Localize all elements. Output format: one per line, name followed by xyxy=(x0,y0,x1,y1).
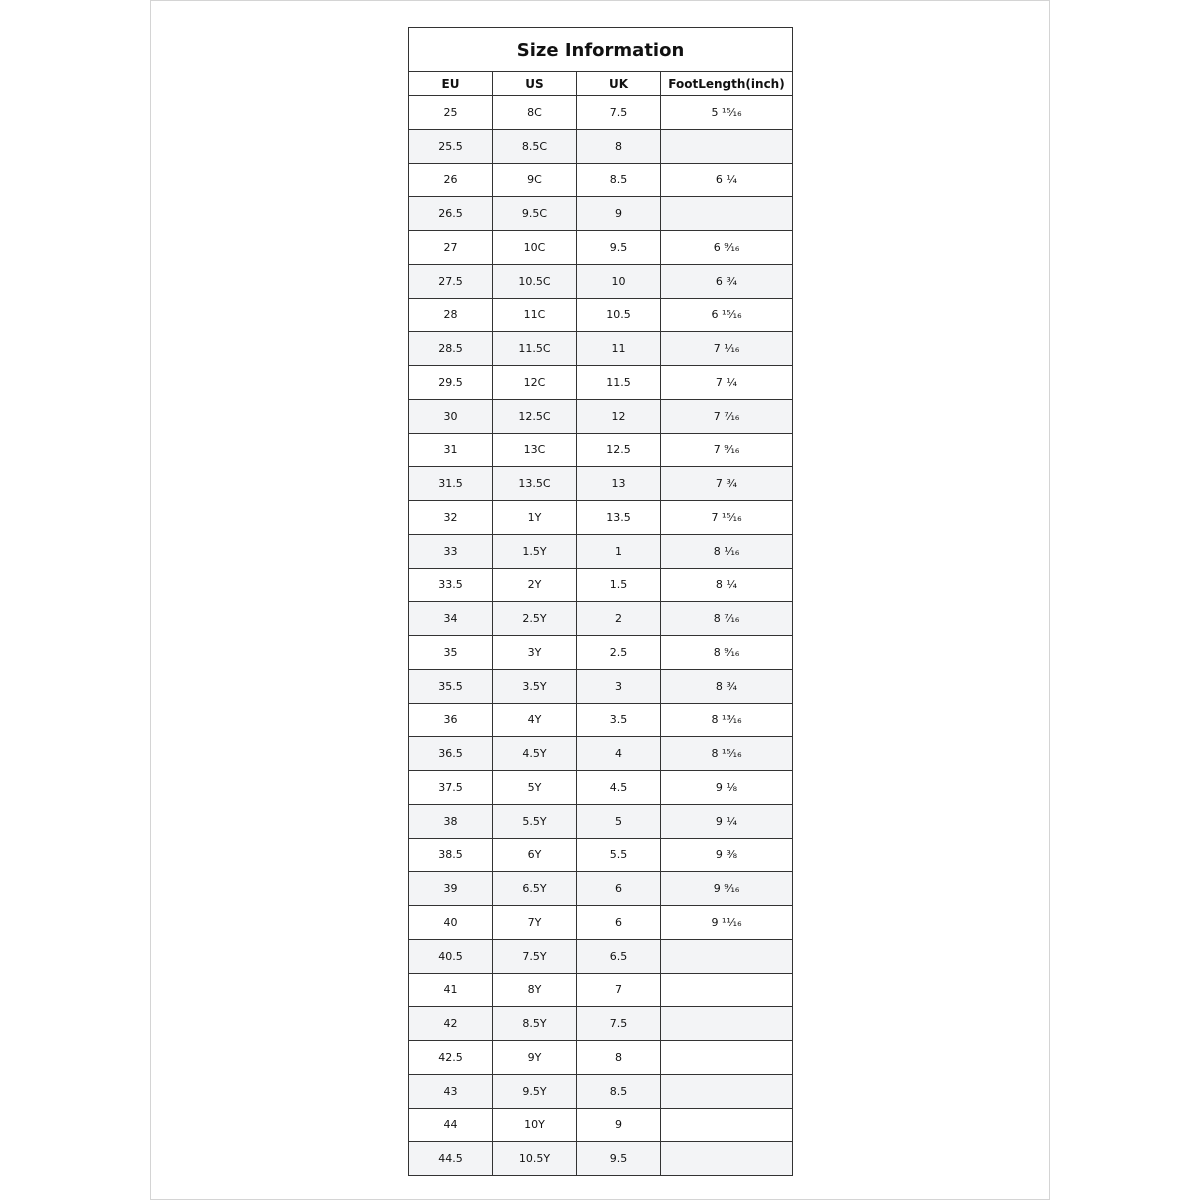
cell-us: 3.5Y xyxy=(493,669,577,703)
cell-foot-length: 7 ¼ xyxy=(661,366,793,400)
cell-uk: 9.5 xyxy=(577,1142,661,1176)
column-header-uk: UK xyxy=(577,72,661,96)
table-row xyxy=(409,399,793,433)
cell-eu: 28.5 xyxy=(409,332,493,366)
table-row xyxy=(409,1108,793,1142)
cell-uk: 7.5 xyxy=(577,96,661,130)
cell-us: 2Y xyxy=(493,568,577,602)
cell-eu: 25.5 xyxy=(409,129,493,163)
cell-us: 10.5C xyxy=(493,264,577,298)
table-row xyxy=(409,1007,793,1041)
cell-eu: 27.5 xyxy=(409,264,493,298)
cell-us: 8Y xyxy=(493,973,577,1007)
cell-uk: 12.5 xyxy=(577,433,661,467)
cell-uk: 13 xyxy=(577,467,661,501)
cell-uk: 8.5 xyxy=(577,1074,661,1108)
cell-uk: 5 xyxy=(577,804,661,838)
cell-uk: 6 xyxy=(577,906,661,940)
cell-foot-length: 9 ⅛ xyxy=(661,771,793,805)
cell-foot-length: 9 ⁹⁄₁₆ xyxy=(661,872,793,906)
table-row xyxy=(409,433,793,467)
table-row xyxy=(409,501,793,535)
cell-us: 10Y xyxy=(493,1108,577,1142)
cell-us: 7.5Y xyxy=(493,939,577,973)
cell-eu: 43 xyxy=(409,1074,493,1108)
cell-uk: 6.5 xyxy=(577,939,661,973)
cell-eu: 36.5 xyxy=(409,737,493,771)
cell-uk: 9 xyxy=(577,197,661,231)
column-header-foot-length: FootLength(inch) xyxy=(661,72,793,96)
cell-foot-length: 7 ¹⁄₁₆ xyxy=(661,332,793,366)
cell-uk: 11 xyxy=(577,332,661,366)
cell-uk: 9.5 xyxy=(577,231,661,265)
cell-us: 4Y xyxy=(493,703,577,737)
cell-foot-length: 6 ¾ xyxy=(661,264,793,298)
cell-us: 11.5C xyxy=(493,332,577,366)
table-row xyxy=(409,163,793,197)
cell-us: 3Y xyxy=(493,636,577,670)
table-row xyxy=(409,96,793,130)
cell-eu: 38.5 xyxy=(409,838,493,872)
cell-us: 7Y xyxy=(493,906,577,940)
header-row xyxy=(409,72,793,96)
table-body xyxy=(409,96,793,1176)
cell-eu: 35.5 xyxy=(409,669,493,703)
cell-us: 13C xyxy=(493,433,577,467)
cell-us: 5Y xyxy=(493,771,577,805)
cell-foot-length: 6 ¹⁵⁄₁₆ xyxy=(661,298,793,332)
cell-uk: 4.5 xyxy=(577,771,661,805)
table-row xyxy=(409,737,793,771)
cell-foot-length: 8 ⁹⁄₁₆ xyxy=(661,636,793,670)
cell-eu: 31.5 xyxy=(409,467,493,501)
cell-uk: 1.5 xyxy=(577,568,661,602)
table-title: Size Information xyxy=(409,28,793,72)
table-row xyxy=(409,636,793,670)
cell-us: 5.5Y xyxy=(493,804,577,838)
table-row xyxy=(409,129,793,163)
size-table xyxy=(408,27,793,1176)
cell-uk: 8.5 xyxy=(577,163,661,197)
cell-us: 1.5Y xyxy=(493,534,577,568)
cell-uk: 7 xyxy=(577,973,661,1007)
cell-eu: 40 xyxy=(409,906,493,940)
cell-uk: 8 xyxy=(577,1041,661,1075)
cell-foot-length: 9 ¼ xyxy=(661,804,793,838)
cell-foot-length: 8 ¹⁵⁄₁₆ xyxy=(661,737,793,771)
cell-eu: 44.5 xyxy=(409,1142,493,1176)
cell-us: 6.5Y xyxy=(493,872,577,906)
cell-foot-length: 7 ⁷⁄₁₆ xyxy=(661,399,793,433)
cell-us: 8.5C xyxy=(493,129,577,163)
cell-foot-length xyxy=(661,939,793,973)
cell-eu: 35 xyxy=(409,636,493,670)
cell-eu: 33.5 xyxy=(409,568,493,602)
table-row xyxy=(409,1074,793,1108)
cell-eu: 37.5 xyxy=(409,771,493,805)
cell-uk: 5.5 xyxy=(577,838,661,872)
table-row xyxy=(409,332,793,366)
table-row xyxy=(409,939,793,973)
table-row xyxy=(409,838,793,872)
cell-us: 1Y xyxy=(493,501,577,535)
cell-us: 9.5C xyxy=(493,197,577,231)
cell-eu: 29.5 xyxy=(409,366,493,400)
cell-uk: 6 xyxy=(577,872,661,906)
cell-foot-length: 7 ¾ xyxy=(661,467,793,501)
table-row xyxy=(409,534,793,568)
cell-foot-length: 8 ⁷⁄₁₆ xyxy=(661,602,793,636)
cell-us: 11C xyxy=(493,298,577,332)
cell-uk: 9 xyxy=(577,1108,661,1142)
column-header-us: US xyxy=(493,72,577,96)
cell-eu: 40.5 xyxy=(409,939,493,973)
cell-uk: 2.5 xyxy=(577,636,661,670)
cell-eu: 26.5 xyxy=(409,197,493,231)
table-row xyxy=(409,1142,793,1176)
cell-eu: 36 xyxy=(409,703,493,737)
table-row xyxy=(409,467,793,501)
cell-foot-length xyxy=(661,129,793,163)
table-row xyxy=(409,872,793,906)
cell-eu: 41 xyxy=(409,973,493,1007)
cell-us: 8C xyxy=(493,96,577,130)
cell-foot-length: 6 ¼ xyxy=(661,163,793,197)
cell-us: 13.5C xyxy=(493,467,577,501)
table-row xyxy=(409,804,793,838)
cell-eu: 42 xyxy=(409,1007,493,1041)
cell-uk: 3.5 xyxy=(577,703,661,737)
cell-foot-length: 7 ⁹⁄₁₆ xyxy=(661,433,793,467)
cell-eu: 33 xyxy=(409,534,493,568)
table-row xyxy=(409,197,793,231)
cell-uk: 11.5 xyxy=(577,366,661,400)
column-header-eu: EU xyxy=(409,72,493,96)
cell-us: 10.5Y xyxy=(493,1142,577,1176)
cell-foot-length: 8 ¹⁄₁₆ xyxy=(661,534,793,568)
cell-uk: 10 xyxy=(577,264,661,298)
table-row xyxy=(409,264,793,298)
cell-foot-length: 5 ¹⁵⁄₁₆ xyxy=(661,96,793,130)
cell-us: 8.5Y xyxy=(493,1007,577,1041)
cell-us: 12.5C xyxy=(493,399,577,433)
cell-foot-length: 7 ¹⁵⁄₁₆ xyxy=(661,501,793,535)
cell-uk: 12 xyxy=(577,399,661,433)
cell-foot-length xyxy=(661,973,793,1007)
table-row xyxy=(409,771,793,805)
cell-uk: 13.5 xyxy=(577,501,661,535)
cell-us: 9Y xyxy=(493,1041,577,1075)
cell-foot-length: 9 ⅜ xyxy=(661,838,793,872)
cell-uk: 8 xyxy=(577,129,661,163)
table-row xyxy=(409,602,793,636)
cell-us: 10C xyxy=(493,231,577,265)
cell-foot-length: 9 ¹¹⁄₁₆ xyxy=(661,906,793,940)
cell-eu: 30 xyxy=(409,399,493,433)
cell-uk: 3 xyxy=(577,669,661,703)
cell-eu: 38 xyxy=(409,804,493,838)
cell-foot-length: 8 ¾ xyxy=(661,669,793,703)
cell-uk: 4 xyxy=(577,737,661,771)
cell-foot-length xyxy=(661,1007,793,1041)
cell-eu: 25 xyxy=(409,96,493,130)
cell-foot-length xyxy=(661,1041,793,1075)
table-row xyxy=(409,366,793,400)
cell-us: 12C xyxy=(493,366,577,400)
cell-eu: 31 xyxy=(409,433,493,467)
cell-eu: 27 xyxy=(409,231,493,265)
cell-foot-length xyxy=(661,197,793,231)
cell-eu: 39 xyxy=(409,872,493,906)
cell-us: 9C xyxy=(493,163,577,197)
cell-foot-length: 6 ⁹⁄₁₆ xyxy=(661,231,793,265)
cell-foot-length: 8 ¼ xyxy=(661,568,793,602)
cell-uk: 2 xyxy=(577,602,661,636)
cell-foot-length xyxy=(661,1074,793,1108)
cell-uk: 7.5 xyxy=(577,1007,661,1041)
table-row xyxy=(409,669,793,703)
cell-eu: 26 xyxy=(409,163,493,197)
table-row xyxy=(409,568,793,602)
cell-foot-length xyxy=(661,1142,793,1176)
table-row xyxy=(409,1041,793,1075)
table-row xyxy=(409,298,793,332)
cell-eu: 44 xyxy=(409,1108,493,1142)
cell-us: 6Y xyxy=(493,838,577,872)
cell-us: 9.5Y xyxy=(493,1074,577,1108)
table-row xyxy=(409,973,793,1007)
table-row xyxy=(409,906,793,940)
cell-uk: 1 xyxy=(577,534,661,568)
cell-us: 2.5Y xyxy=(493,602,577,636)
cell-eu: 28 xyxy=(409,298,493,332)
cell-eu: 42.5 xyxy=(409,1041,493,1075)
table-row xyxy=(409,231,793,265)
cell-uk: 10.5 xyxy=(577,298,661,332)
cell-foot-length: 8 ¹³⁄₁₆ xyxy=(661,703,793,737)
cell-eu: 34 xyxy=(409,602,493,636)
table-row xyxy=(409,703,793,737)
cell-eu: 32 xyxy=(409,501,493,535)
cell-foot-length xyxy=(661,1108,793,1142)
cell-us: 4.5Y xyxy=(493,737,577,771)
